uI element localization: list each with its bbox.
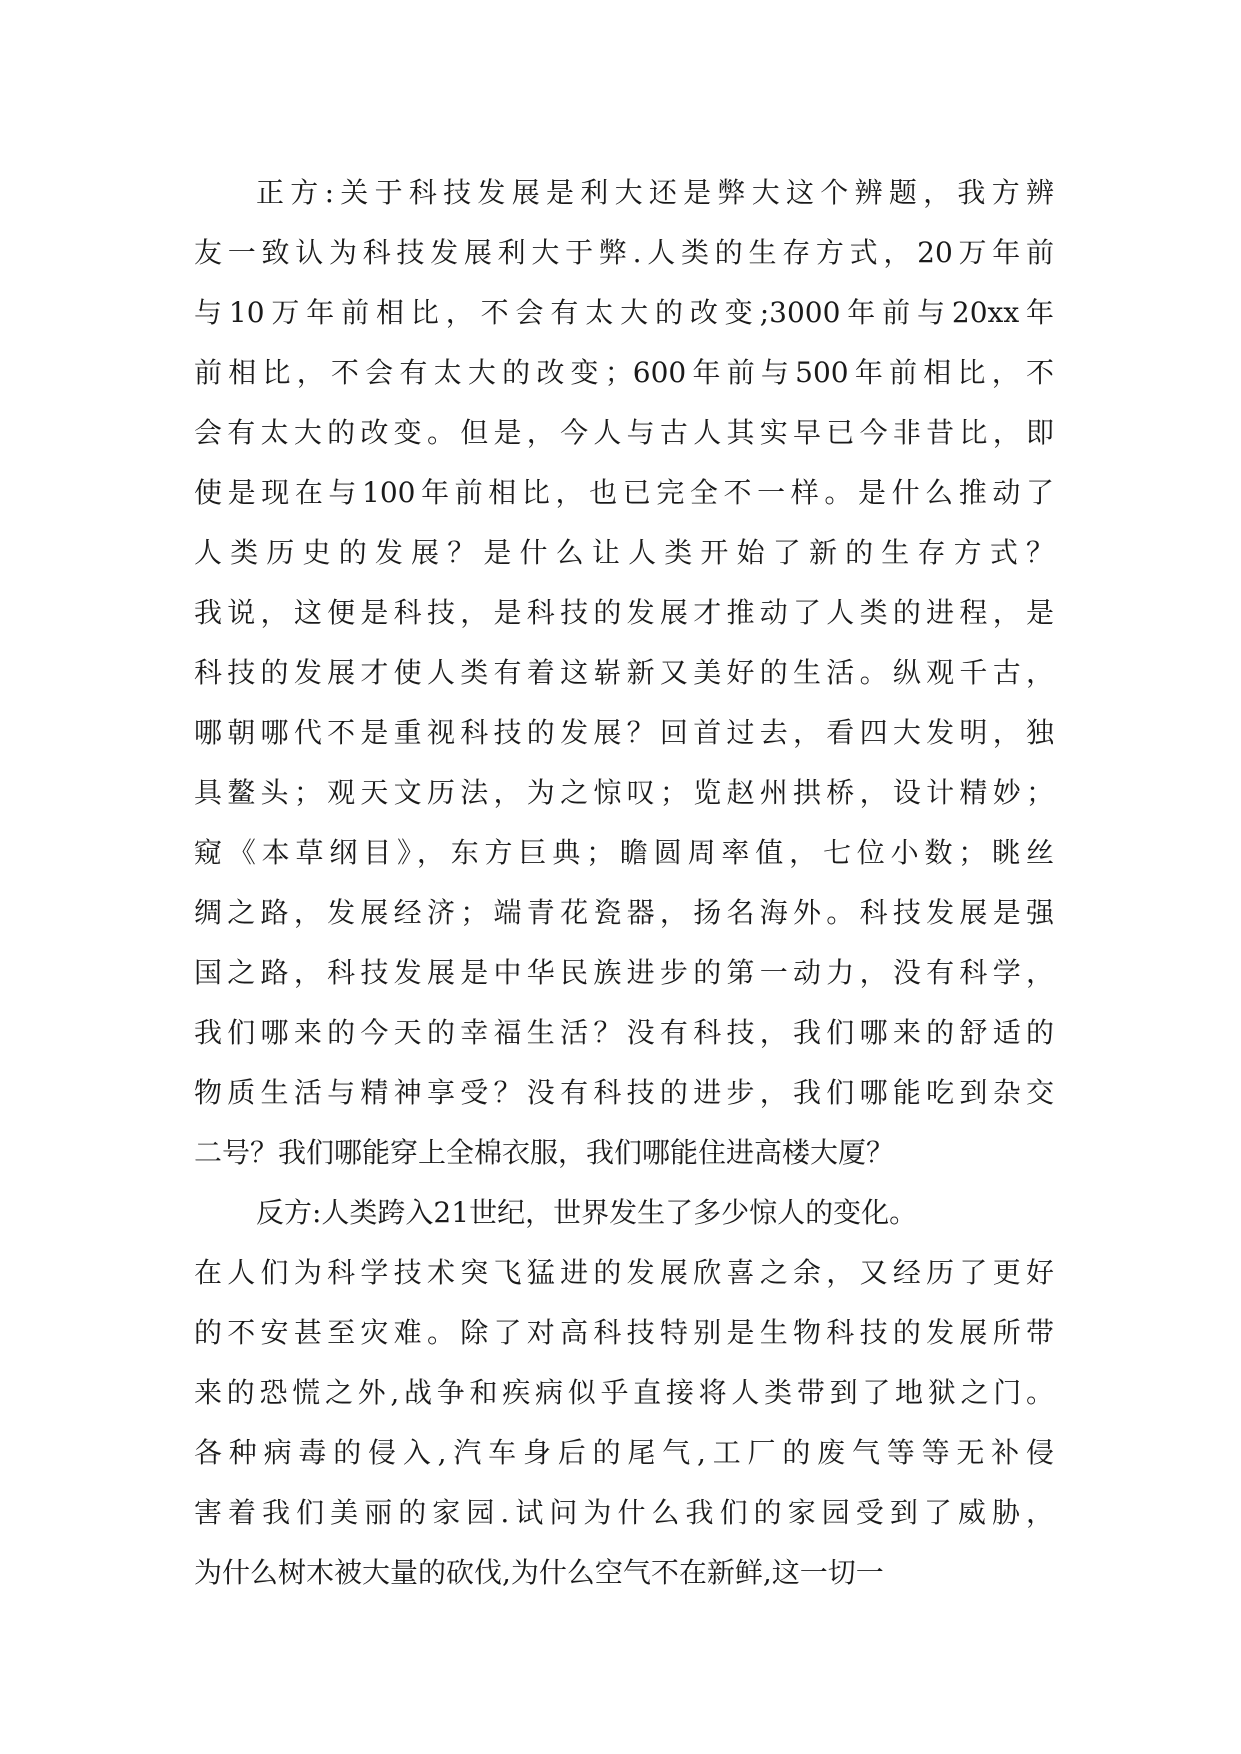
text-line: 我说，这便是科技，是科技的发展才推动了人类的进程，是 [194,596,1054,629]
affirmative-paragraph [194,163,1054,1183]
text-line: 国之路，科技发展是中华民族进步的第一动力，没有科学， [194,956,1054,989]
text-line: 来的恐慌之外,战争和疾病似乎直接将人类带到了地狱之门。 [194,1376,1054,1409]
text-line: 我们哪来的今天的幸福生活？没有科技，我们哪来的舒适的 [194,1016,1054,1049]
text-line: 人类历史的发展？是什么让人类开始了新的生存方式？ [194,536,1054,569]
text-line: 哪朝哪代不是重视科技的发展？回首过去，看四大发明，独 [194,716,1054,749]
text-line: 各种病毒的侵入,汽车身后的尾气,工厂的废气等等无补侵 [194,1436,1054,1469]
text-line: 前相比，不会有太大的改变；600年前与500年前相比，不 [194,356,1054,389]
text-line: 窥《本草纲目》，东方巨典；瞻圆周率值，七位小数；眺丝 [194,836,1054,869]
text-line: 物质生活与精神享受？没有科技的进步，我们哪能吃到杂交 [194,1076,1054,1109]
text-line: 害着我们美丽的家园.试问为什么我们的家园受到了威胁， [194,1496,1054,1529]
text-line: 与10万年前相比，不会有太大的改变;3000年前与20xx年 [194,296,1054,329]
text-line: 的不安甚至灾难。除了对高科技特别是生物科技的发展所带 [194,1316,1054,1349]
text-line: 反方:人类跨入21世纪，世界发生了多少惊人的变化。 [256,1196,918,1229]
text-line: 会有太大的改变。但是，今人与古人其实早已今非昔比，即 [194,416,1054,449]
text-line: 具鳌头；观天文历法，为之惊叹；览赵州拱桥，设计精妙； [194,776,1054,809]
text-line: 正方:关于科技发展是利大还是弊大这个辨题，我方辨 [256,176,1054,209]
text-line: 为什么树木被大量的砍伐,为什么空气不在新鲜,这一切一 [194,1556,884,1589]
text-line: 绸之路，发展经济；端青花瓷器，扬名海外。科技发展是强 [194,896,1054,929]
text-line: 使是现在与100年前相比，也已完全不一样。是什么推动了 [194,476,1054,509]
document-body [194,163,1054,1603]
text-line: 在人们为科学技术突飞猛进的发展欣喜之余，又经历了更好 [194,1256,1054,1289]
text-line: 科技的发展才使人类有着这崭新又美好的生活。纵观千古， [194,656,1054,689]
negative-paragraph [194,1183,1054,1603]
text-line: 友一致认为科技发展利大于弊.人类的生存方式，20万年前 [194,236,1054,269]
text-line: 二号？我们哪能穿上全棉衣服，我们哪能住进高楼大厦？ [194,1136,895,1169]
